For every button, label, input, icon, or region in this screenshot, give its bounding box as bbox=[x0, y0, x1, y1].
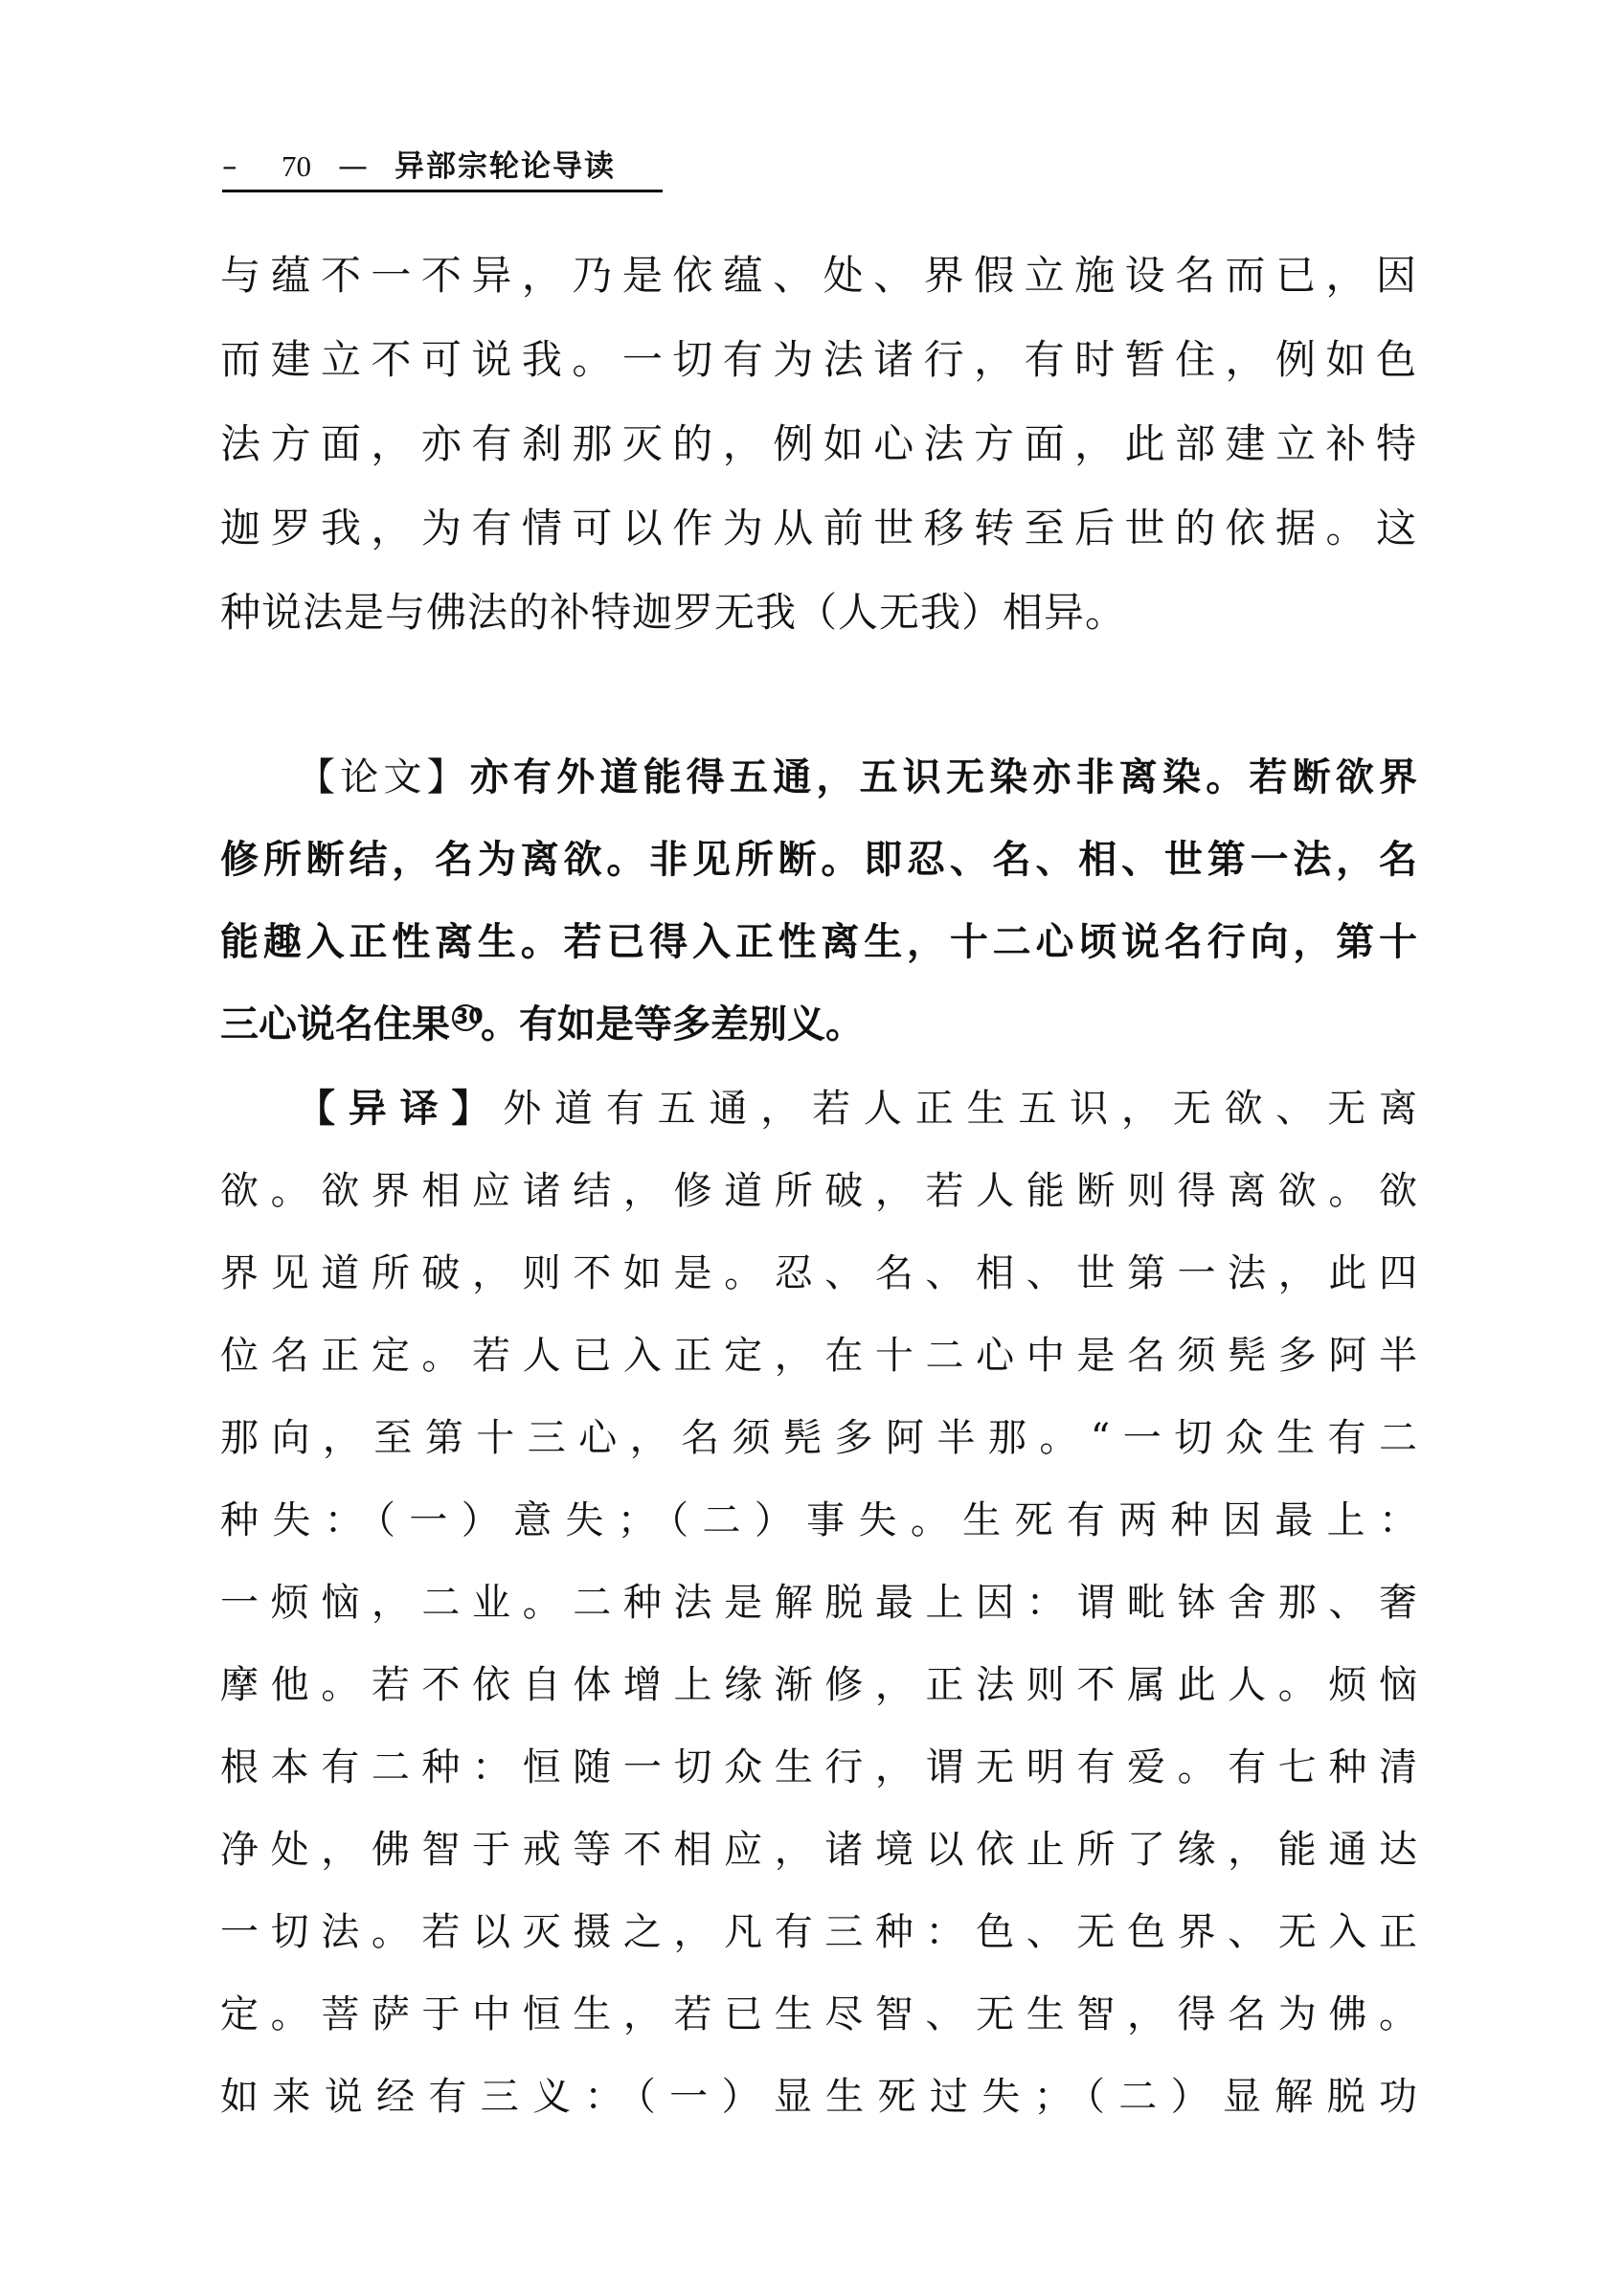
yiyi-line: 一切法。若以灭摄之，凡有三种：色、无色界、无入正 bbox=[220, 1910, 1417, 1954]
paragraph1-line: 种说法是与佛法的补特迦罗无我（人无我）相异。 bbox=[220, 589, 1127, 636]
paragraph1-line: 迦罗我，为有情可以作为从前世移转至后世的依据。这 bbox=[220, 505, 1417, 551]
yiyi-line: 摩他。若不依自体增上缘渐修，正法则不属此人。烦恼 bbox=[220, 1663, 1417, 1707]
page-number: 70 bbox=[282, 149, 311, 183]
header-dash-left: – bbox=[222, 149, 237, 184]
yiyi-line: 净处，佛智于戒等不相应，诸境以依止所了缘，能通达 bbox=[220, 1828, 1417, 1872]
lunwen-line-last bbox=[220, 986, 1417, 1063]
lunwen-label: 【论文】 bbox=[297, 755, 470, 799]
paragraph1-line: 而建立不可说我。一切有为法诸行，有时暂住，例如色 bbox=[220, 336, 1417, 383]
lunwen-line-first bbox=[297, 739, 1417, 816]
lunwen-line: 修所断结，名为离欲。非见所断。即忍、名、相、世第一法，名 bbox=[220, 838, 1417, 882]
book-title: 异部宗轮论导读 bbox=[395, 149, 616, 184]
paragraph1-line: 法方面，亦有刹那灭的，例如心法方面，此部建立补特 bbox=[220, 420, 1417, 467]
header-dash-right: — bbox=[338, 149, 368, 184]
yiyi-line: 一烦恼，二业。二种法是解脱最上因：谓毗钵舍那、奢 bbox=[220, 1581, 1417, 1625]
yiyi-line: 界见道所破，则不如是。忍、名、相、世第一法，此四 bbox=[220, 1251, 1417, 1295]
lunwen-line: 能趣入正性离生。若已得入正性离生，十二心顷说名行向，第十 bbox=[220, 920, 1417, 964]
yiyi-line: 根本有二种：恒随一切众生行，谓无明有爱。有七种清 bbox=[220, 1745, 1417, 1789]
lunwen-text: 亦有外道能得五通，五识无染亦非离染。若断欲界 bbox=[469, 755, 1417, 799]
yiyi-label: 【异译】 bbox=[297, 1087, 504, 1131]
lunwen-text: 。有如是等多差别义。 bbox=[481, 1002, 864, 1046]
yiyi-text: 外道有五通，若人正生五识，无欲、无离 bbox=[503, 1087, 1417, 1131]
yiyi-line: 种失：（一）意失；（二）事失。生死有两种因最上： bbox=[220, 1498, 1417, 1542]
yiyi-line: 定。菩萨于中恒生，若已生尽智、无生智，得名为佛。 bbox=[220, 1992, 1417, 2036]
paragraph1-line: 与蕴不一不异，乃是依蕴、处、界假立施设名而已，因 bbox=[220, 252, 1417, 299]
running-header bbox=[222, 144, 663, 192]
lunwen-text: 三心说名住果 bbox=[220, 1002, 450, 1046]
yiyi-line-first bbox=[297, 1070, 1417, 1147]
footnote-marker: 30 bbox=[454, 1004, 484, 1029]
yiyi-line: 位名正定。若人已入正定，在十二心中是名须髡多阿半 bbox=[220, 1334, 1417, 1378]
yiyi-line: 欲。欲界相应诸结，修道所破，若人能断则得离欲。欲 bbox=[220, 1169, 1417, 1213]
yiyi-line: 那向，至第十三心，名须髡多阿半那。“一切众生有二 bbox=[220, 1416, 1417, 1460]
yiyi-line: 如来说经有三义：（一）显生死过失；（二）显解脱功 bbox=[220, 2075, 1417, 2119]
